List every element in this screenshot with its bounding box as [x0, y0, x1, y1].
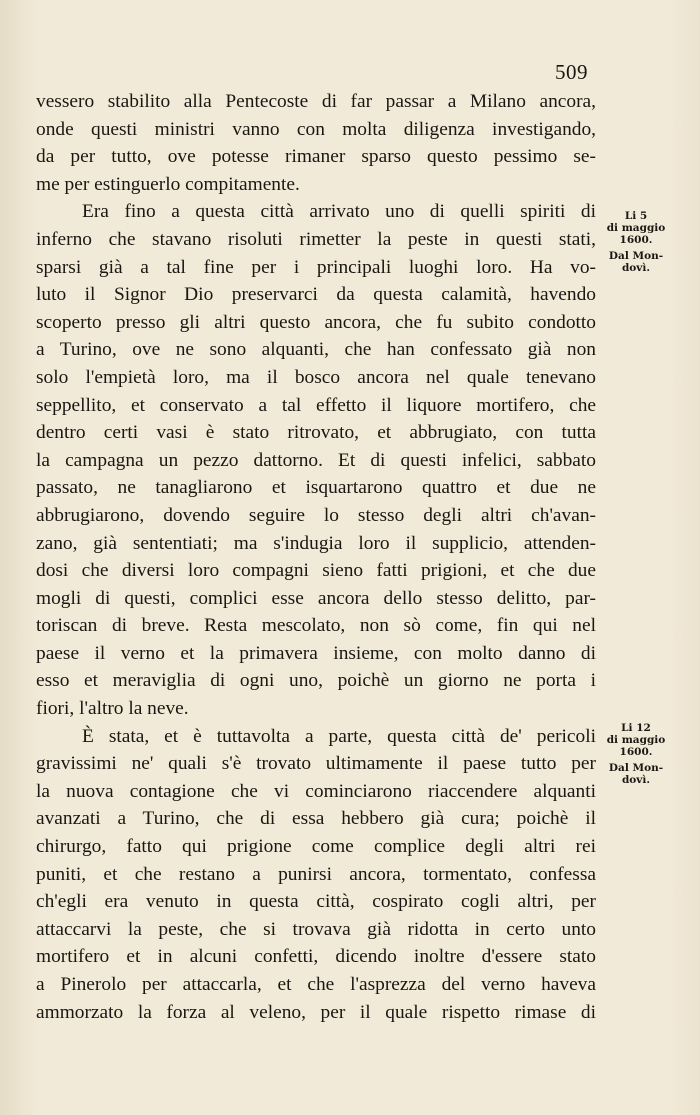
- paragraph-2: [36, 198, 596, 722]
- text-line: mortifero et in alcuni confetti, dicendo inoltre d'essere stato: [36, 946, 596, 968]
- margin-note-line: di maggio: [606, 734, 666, 746]
- margin-note-line: 1600.: [619, 746, 653, 758]
- text-line: la campagna un pezzo dattorno. Et di questi infelici, sabbato: [36, 449, 596, 471]
- text-line: puniti, et che restano a punirsi ancora, tormentato, confessa: [36, 863, 596, 885]
- body-text: [36, 88, 596, 1026]
- text-line: passato, ne tanagliarono et isquartarono quattro et due ne: [36, 477, 596, 499]
- text-line: inferno che stavano risoluti rimetter la peste in questi stati,: [36, 228, 596, 250]
- text-line: la nuova contagione che vi cominciarono riaccendere alquanti: [36, 780, 596, 802]
- text-line: onde questi ministri vanno con molta diligenza investigando,: [36, 118, 596, 140]
- margin-note-line: dovì.: [621, 774, 651, 786]
- text-line: esso et meraviglia di ogni uno, poichè un giorno ne porta i: [36, 670, 596, 692]
- margin-note-line: 1600.: [619, 234, 653, 246]
- page-number: 509: [555, 60, 588, 84]
- text-line: fiori, l'altro la neve.: [36, 698, 189, 720]
- text-line: vessero stabilito alla Pentecoste di far passar a Milano ancora,: [36, 91, 596, 112]
- text-line: È stata, et è tuttavolta a parte, questa città de' pericoli: [82, 725, 596, 747]
- text-line: avanzati a Turino, che di essa hebbero già cura; poichè il: [36, 808, 596, 830]
- margin-note-date-1: [596, 210, 676, 274]
- text-line: toriscan di breve. Resta mescolato, non sò come, fin qui nel: [36, 615, 596, 637]
- margin-note-line: Li 12: [621, 722, 651, 734]
- text-line: da per tutto, ove potesse rimaner sparso questo pessimo se-: [36, 146, 596, 168]
- text-line: zano, già sententiati; ma s'indugia loro il supplicio, attenden-: [36, 532, 596, 554]
- text-line: a Turino, ove ne sono alquanti, che han confessato già non: [36, 339, 596, 361]
- text-line: solo l'empietà loro, ma il bosco ancora nel quale tenevano: [36, 366, 596, 388]
- text-line: attaccarvi la peste, che si trovava già ridotta in certo unto: [36, 918, 596, 940]
- text-line: sparsi già a tal fine per i principali luoghi loro. Ha vo-: [36, 256, 596, 278]
- text-line: luto il Signor Dio preservarci da questa calamità, havendo: [36, 284, 596, 306]
- text-line: mogli di questi, complici esse ancora dello stesso delitto, par-: [36, 587, 596, 609]
- text-line: chirurgo, fatto qui prigione come complice degli altri rei: [36, 836, 596, 858]
- text-line: Era fino a questa città arrivato uno di quelli spiriti di: [82, 201, 596, 223]
- margin-note-date-2: [596, 722, 676, 786]
- margin-note-line: dovì.: [621, 262, 651, 274]
- text-line: ch'egli era venuto in questa città, cospirato cogli altri, per: [36, 891, 596, 913]
- margin-note-line: Dal Mon-: [608, 250, 664, 262]
- text-line: paese il verno et la primavera insieme, con molto danno di: [36, 642, 596, 664]
- text-line: dentro certi vasi è stato ritrovato, et abbrugiato, con tutta: [36, 422, 596, 444]
- text-line: dosi che diversi loro compagni sieno fatti prigioni, et che due: [36, 560, 596, 582]
- text-line: ammorzato la forza al veleno, per il quale rispetto rimase di: [36, 1001, 596, 1023]
- text-line: me per estinguerlo compitamente.: [36, 173, 300, 195]
- text-line: abbrugiarono, dovendo seguire lo stesso degli altri ch'avan-: [36, 504, 596, 526]
- margin-note-line: Dal Mon-: [608, 762, 664, 774]
- text-line: a Pinerolo per attaccarla, et che l'asprezza del verno haveva: [36, 974, 596, 995]
- margin-note-line: Li 5: [624, 210, 648, 222]
- paragraph-1: [36, 88, 596, 198]
- text-line: gravissimi ne' quali s'è trovato ultimamente il paese tutto per: [36, 753, 596, 775]
- text-line: seppellito, et conservato a tal effetto il liquore mortifero, che: [36, 394, 596, 416]
- text-line: scoperto presso gli altri questo ancora, che fu subito condotto: [36, 311, 596, 333]
- margin-note-line: di maggio: [606, 222, 666, 234]
- paragraph-3: [36, 723, 596, 1027]
